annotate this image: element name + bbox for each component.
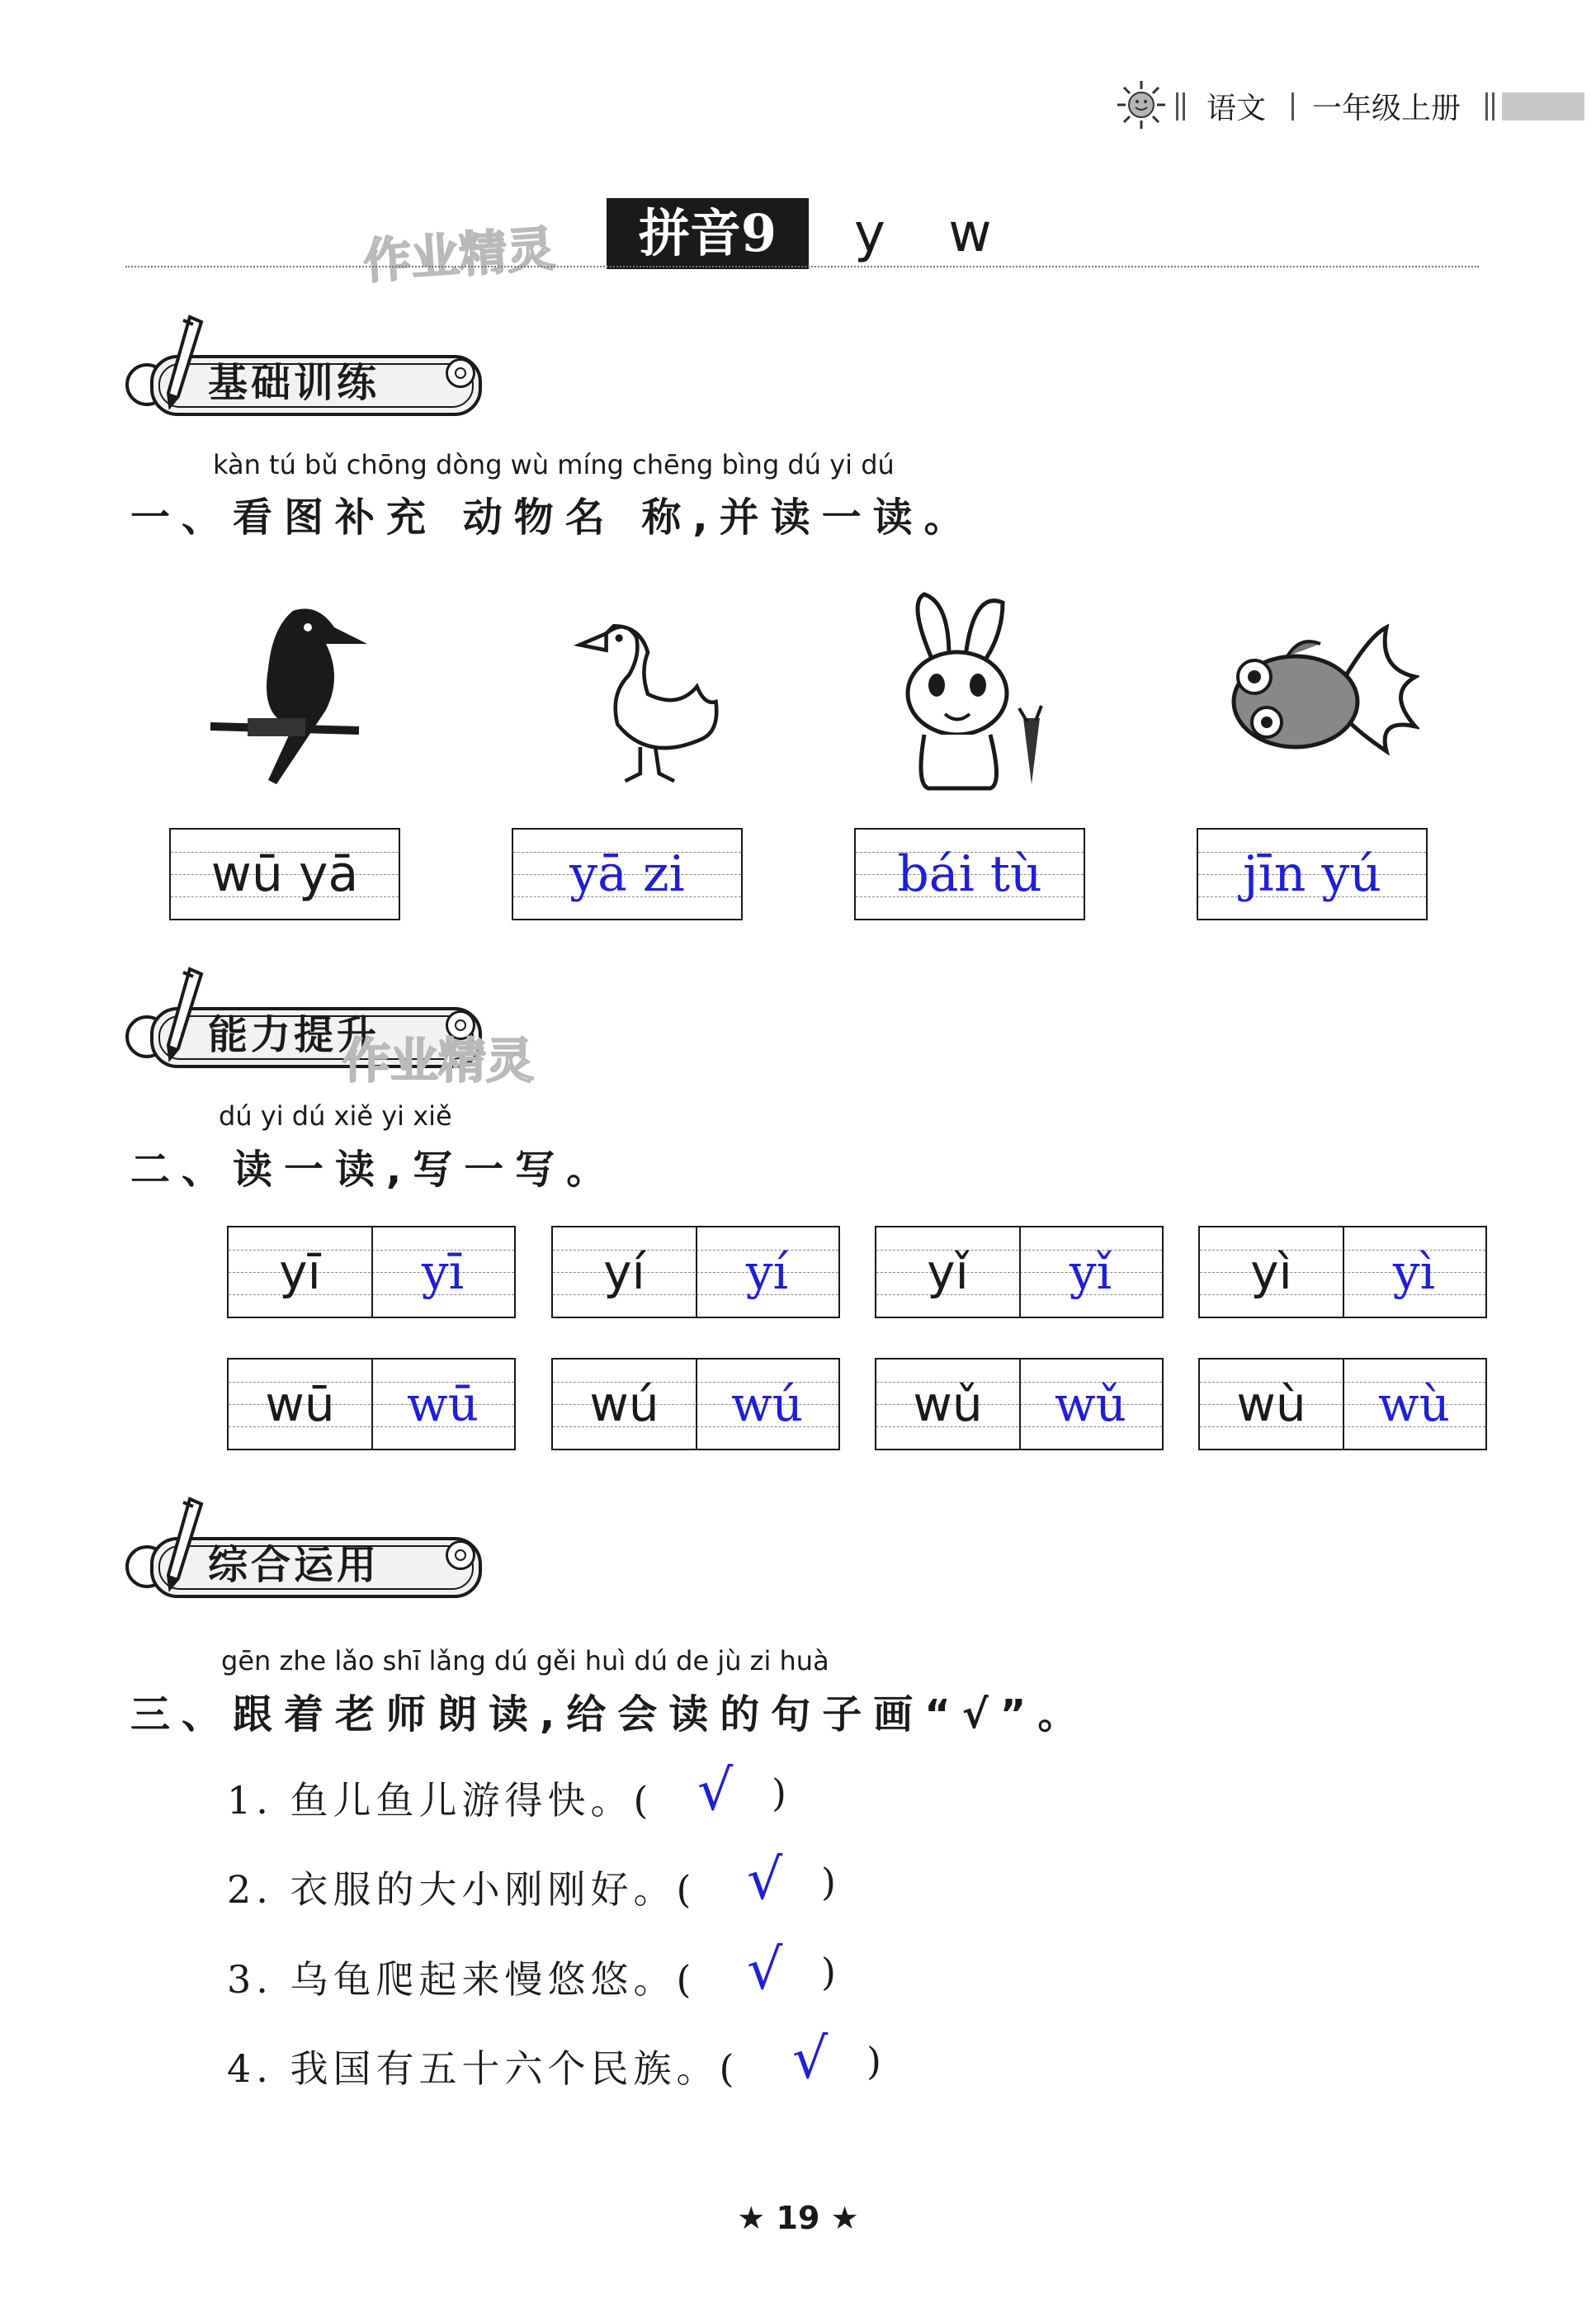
writing-cell[interactable] (551, 1358, 840, 1450)
writing-cell[interactable] (551, 1226, 840, 1318)
printed-syllable: yī (279, 1244, 321, 1300)
writing-cell[interactable] (227, 1358, 516, 1450)
sentence-item (227, 1771, 653, 1825)
printed-syllable: wū (265, 1376, 335, 1432)
crow-icon (202, 594, 367, 792)
printed-syllable: wú (589, 1376, 659, 1432)
printed-syllable: yǐ (927, 1244, 969, 1300)
header-separator (1291, 92, 1294, 121)
pencil-icon (158, 314, 208, 421)
sentence-text: 鱼儿鱼儿游得快。( (290, 1778, 654, 1823)
checkmark[interactable]: √ (747, 1937, 783, 2003)
printed-syllable: wǔ (913, 1376, 983, 1432)
rabbit-icon (866, 586, 1065, 801)
writing-cell[interactable] (875, 1358, 1164, 1450)
answer-text: wū yā (210, 845, 359, 903)
written-syllable: yì (1392, 1244, 1436, 1300)
section-banner-comprehensive (125, 1529, 489, 1598)
sentence-item (227, 1950, 696, 2004)
section-title: 能力提升 (208, 1012, 380, 1058)
written-syllable: wū (407, 1376, 479, 1432)
sentence-close: ) (772, 1771, 791, 1815)
written-syllable: yí (745, 1244, 789, 1300)
sun-icon (1116, 79, 1167, 130)
sentence-item (227, 2039, 739, 2093)
header-grade: 一年级上册 (1312, 92, 1461, 125)
q1-pinyin: kàn tú bǔ chōng dòng wù míng chēng bìng dú yi dú (213, 449, 895, 480)
q3-pinyin: gēn zhe lǎo shī lǎng dú gěi huì dú de jù zi huà (221, 1645, 829, 1676)
lesson-title: 拼音9 (607, 198, 809, 269)
section-banner-basic (125, 347, 489, 416)
header-separator (1485, 92, 1488, 121)
duck-icon (557, 611, 739, 792)
watermark: 作业精灵 (342, 1033, 535, 1089)
section-title: 基础训练 (208, 360, 380, 406)
written-syllable: wǔ (1055, 1376, 1126, 1432)
answer-box[interactable] (169, 828, 400, 920)
pencil-icon (158, 966, 208, 1073)
header-separator (1176, 92, 1178, 121)
header-bar (1502, 92, 1584, 121)
q2-pinyin: dú yi dú xiě yi xiě (219, 1100, 452, 1132)
writing-cell[interactable] (875, 1226, 1164, 1318)
written-syllable: yī (421, 1244, 465, 1300)
answer-text: yā zi (569, 845, 685, 903)
printed-syllable: yí (603, 1244, 645, 1300)
pencil-icon (158, 1496, 208, 1603)
answer-text: bái tù (897, 845, 1042, 903)
header-separator (1183, 92, 1185, 121)
header-separator (1492, 92, 1494, 121)
lesson-letters: y w (854, 203, 1015, 264)
sentence-text: 我国有五十六个民族。( (290, 2046, 739, 2091)
sentence-number: 4. (227, 2046, 273, 2091)
sentence-close: ) (821, 1860, 841, 1904)
writing-cell[interactable] (1198, 1226, 1487, 1318)
written-syllable: wù (1378, 1376, 1450, 1432)
sentence-number: 1. (227, 1778, 273, 1823)
section-title: 综合运用 (208, 1542, 380, 1588)
written-syllable: wú (731, 1376, 803, 1432)
writing-cell[interactable] (1198, 1358, 1487, 1450)
header-subject: 语文 (1206, 92, 1267, 125)
page-number: ★ 19 ★ (737, 2200, 859, 2236)
writing-cell[interactable] (227, 1226, 516, 1318)
q2-text: 二、读一读,写一写。 (130, 1147, 618, 1193)
answer-box[interactable] (1197, 828, 1428, 920)
checkmark[interactable]: √ (747, 1847, 783, 1913)
sentence-number: 2. (227, 1867, 273, 1912)
q3-text: 三、跟着老师朗读,给会读的句子画“√”。 (130, 1691, 1089, 1738)
sentence-number: 3. (227, 1957, 273, 2002)
sentence-close: ) (821, 1950, 841, 1994)
written-syllable: yǐ (1069, 1244, 1112, 1300)
answer-text: jīn yú (1242, 845, 1382, 903)
sentence-close: ) (866, 2039, 886, 2083)
printed-syllable: wù (1236, 1376, 1306, 1432)
printed-syllable: yì (1250, 1244, 1292, 1300)
answer-box[interactable] (512, 828, 743, 920)
title-divider (125, 266, 1479, 267)
watermark: 作业精灵 (361, 220, 557, 290)
answer-box[interactable] (854, 828, 1085, 920)
checkmark[interactable]: √ (697, 1758, 734, 1823)
sentence-text: 衣服的大小刚刚好。( (290, 1867, 696, 1912)
sentence-item (227, 1860, 696, 1914)
sentence-text: 乌龟爬起来慢悠悠。( (290, 1957, 696, 2002)
checkmark[interactable]: √ (792, 2026, 829, 2092)
goldfish-icon (1221, 619, 1419, 784)
q1-text: 一、看图补充 动物名 称,并读一读。 (130, 494, 975, 541)
